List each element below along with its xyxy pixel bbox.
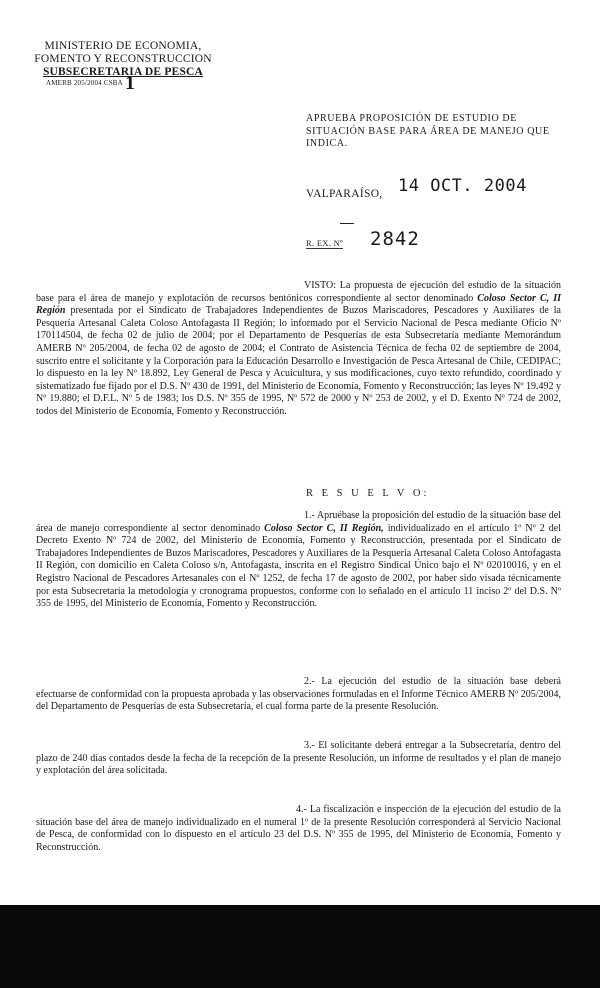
item-1-sector: Coloso Sector C, II Región, — [264, 522, 384, 534]
handwritten-date: 14 OCT. 2004 — [398, 176, 527, 196]
stamp-dash — [340, 223, 354, 224]
item-2 — [36, 676, 561, 714]
item-4-text: 4.- La fiscalización e inspección de la ejecución del estudio de la situación base del área de manejo individualizado en el numeral 1º de la presente Resolución corresponderá al Servicio Nacional de Pesca, de conformidad con lo dispuesto en el artículo 23 del D.S. Nº 355 de 1995, del Ministerio de Economía, Fomento y Reconstrucción. — [36, 804, 561, 853]
resolution-number: 2842 — [370, 228, 420, 250]
visto-sector: Coloso Sector C, II Región — [36, 292, 561, 317]
resuelvo-heading: R E S U E L V O: — [306, 488, 430, 499]
item-1-text-b: individualizado en el artículo 1º Nº 2 del Decreto Exento Nº 724 de 2002, del Ministerio de Economía, Fomento y Reconstrucción, presentada por el Sindicato de Trabajadores Independientes de Buzos Mariscadores, Pescadores y Auxiliares de la Pesquería Artesanal Caleta Coloso Antofagasta II Región, con domicilio en Caleta Coloso s/n, Antofagasta, inscrita en el Registro Sindical Único bajo el Nº 02010016, y en el Registro Nacional de Pescadores Artesanales con el Nº 1252, de fecha 17 de agosto de 2002, por haber sido visada técnicamente por esta Subsecretaría la metodología y cronograma propuestos, conforme con lo señalado en el artículo 11 inciso 2º del D.S. Nº 355 de 1995, del Ministerio de Economía, Fomento y Reconstrucción. — [36, 522, 561, 610]
scan-black-border — [0, 905, 600, 988]
item-1 — [36, 510, 561, 611]
subject-line: APRUEBA PROPOSICIÓN DE ESTUDIO DE SITUACIÓN BASE PARA ÁREA DE MANEJO QUE INDICA. — [306, 113, 550, 149]
ministerio-line-1: MINISTERIO DE ECONOMIA, — [44, 40, 202, 52]
item-3-text: 3.- El solicitante deberá entregar a la Subsecretaría, dentro del plazo de 240 días contados desde la fecha de la recepción de la presente Resolución, un informe de resultados y el plan de manejo y explotación del área solicitada. — [36, 740, 561, 777]
item-3 — [36, 740, 561, 778]
visto-text-b: presentada por el Sindicato de Trabajadores Independientes de Buzos Mariscadores, Pescadores y Auxiliares de la Pesquería Artesanal Caleta Coloso Antofagasta II Región; lo informado por el Servicio Nacional de Pesca mediante Oficio Nº 170114504, de fecha 02 de julio de 2004; por el Departamento de Pesquerías de esta Subsecretaría mediante Memorándum AMERB Nº 205/2004, de fecha 02 de agosto de 2004; el Contrato de Asistencia Técnica de fecha 02 de septiembre de 2004, suscrito entre el solicitante y la Corporación para la Educación Desarrollo e Investigación de Pesca Artesanal de Chile, CEDIPAC; lo dispuesto en la ley Nº 18.892, Ley General de Pesca y Acuicultura, y sus modificaciones, cuyo texto refundido, coordinado y sistematizado fue fijado por el D.S. Nº 430 de 1991, del Ministerio de Economía, Fomento y Reconstrucción; las leyes Nº 19.492 y Nº 19.880; el D.F.L. Nº 5 de 1983; los D.S. Nº 355 de 1995, Nº 572 de 2000 y Nº 253 de 2002, y el D. Exento Nº 724 de 2002, todos del Ministerio de Economía, Fomento y Reconstrucción. — [36, 305, 561, 417]
reference-mark: 1 — [124, 72, 136, 94]
visto-text-a: VISTO: La propuesta de ejecución del estudio de la situación base para el área de manejo y explotación de recursos bentónicos correspondiente al sector denominado — [36, 280, 561, 304]
item-2-text: 2.- La ejecución del estudio de la situación base deberá efectuarse de conformidad con la propuesta aprobada y las observaciones formuladas en el Informe Técnico AMERB Nº 205/2004, del Departamento de Pesquerías de esta Subsecretaría, el cual forma parte de la presente Resolución. — [36, 676, 561, 713]
ministerio-line-2: FOMENTO Y RECONSTRUCCION — [34, 53, 212, 65]
item-1-text-a: 1.- Apruébase la proposición del estudio de la situación base del área de manejo correspondiente al sector denominado — [36, 510, 561, 534]
item-4 — [36, 804, 561, 854]
place-label: VALPARAÍSO, — [306, 188, 383, 200]
subsecretaria-line: SUBSECRETARIA DE PESCA — [42, 66, 204, 78]
letterhead — [28, 40, 218, 94]
reference-text: AMERB 205/2004 CSBA — [46, 79, 123, 87]
visto-paragraph — [36, 280, 561, 419]
resolution-label: R. EX. Nº — [306, 238, 343, 248]
